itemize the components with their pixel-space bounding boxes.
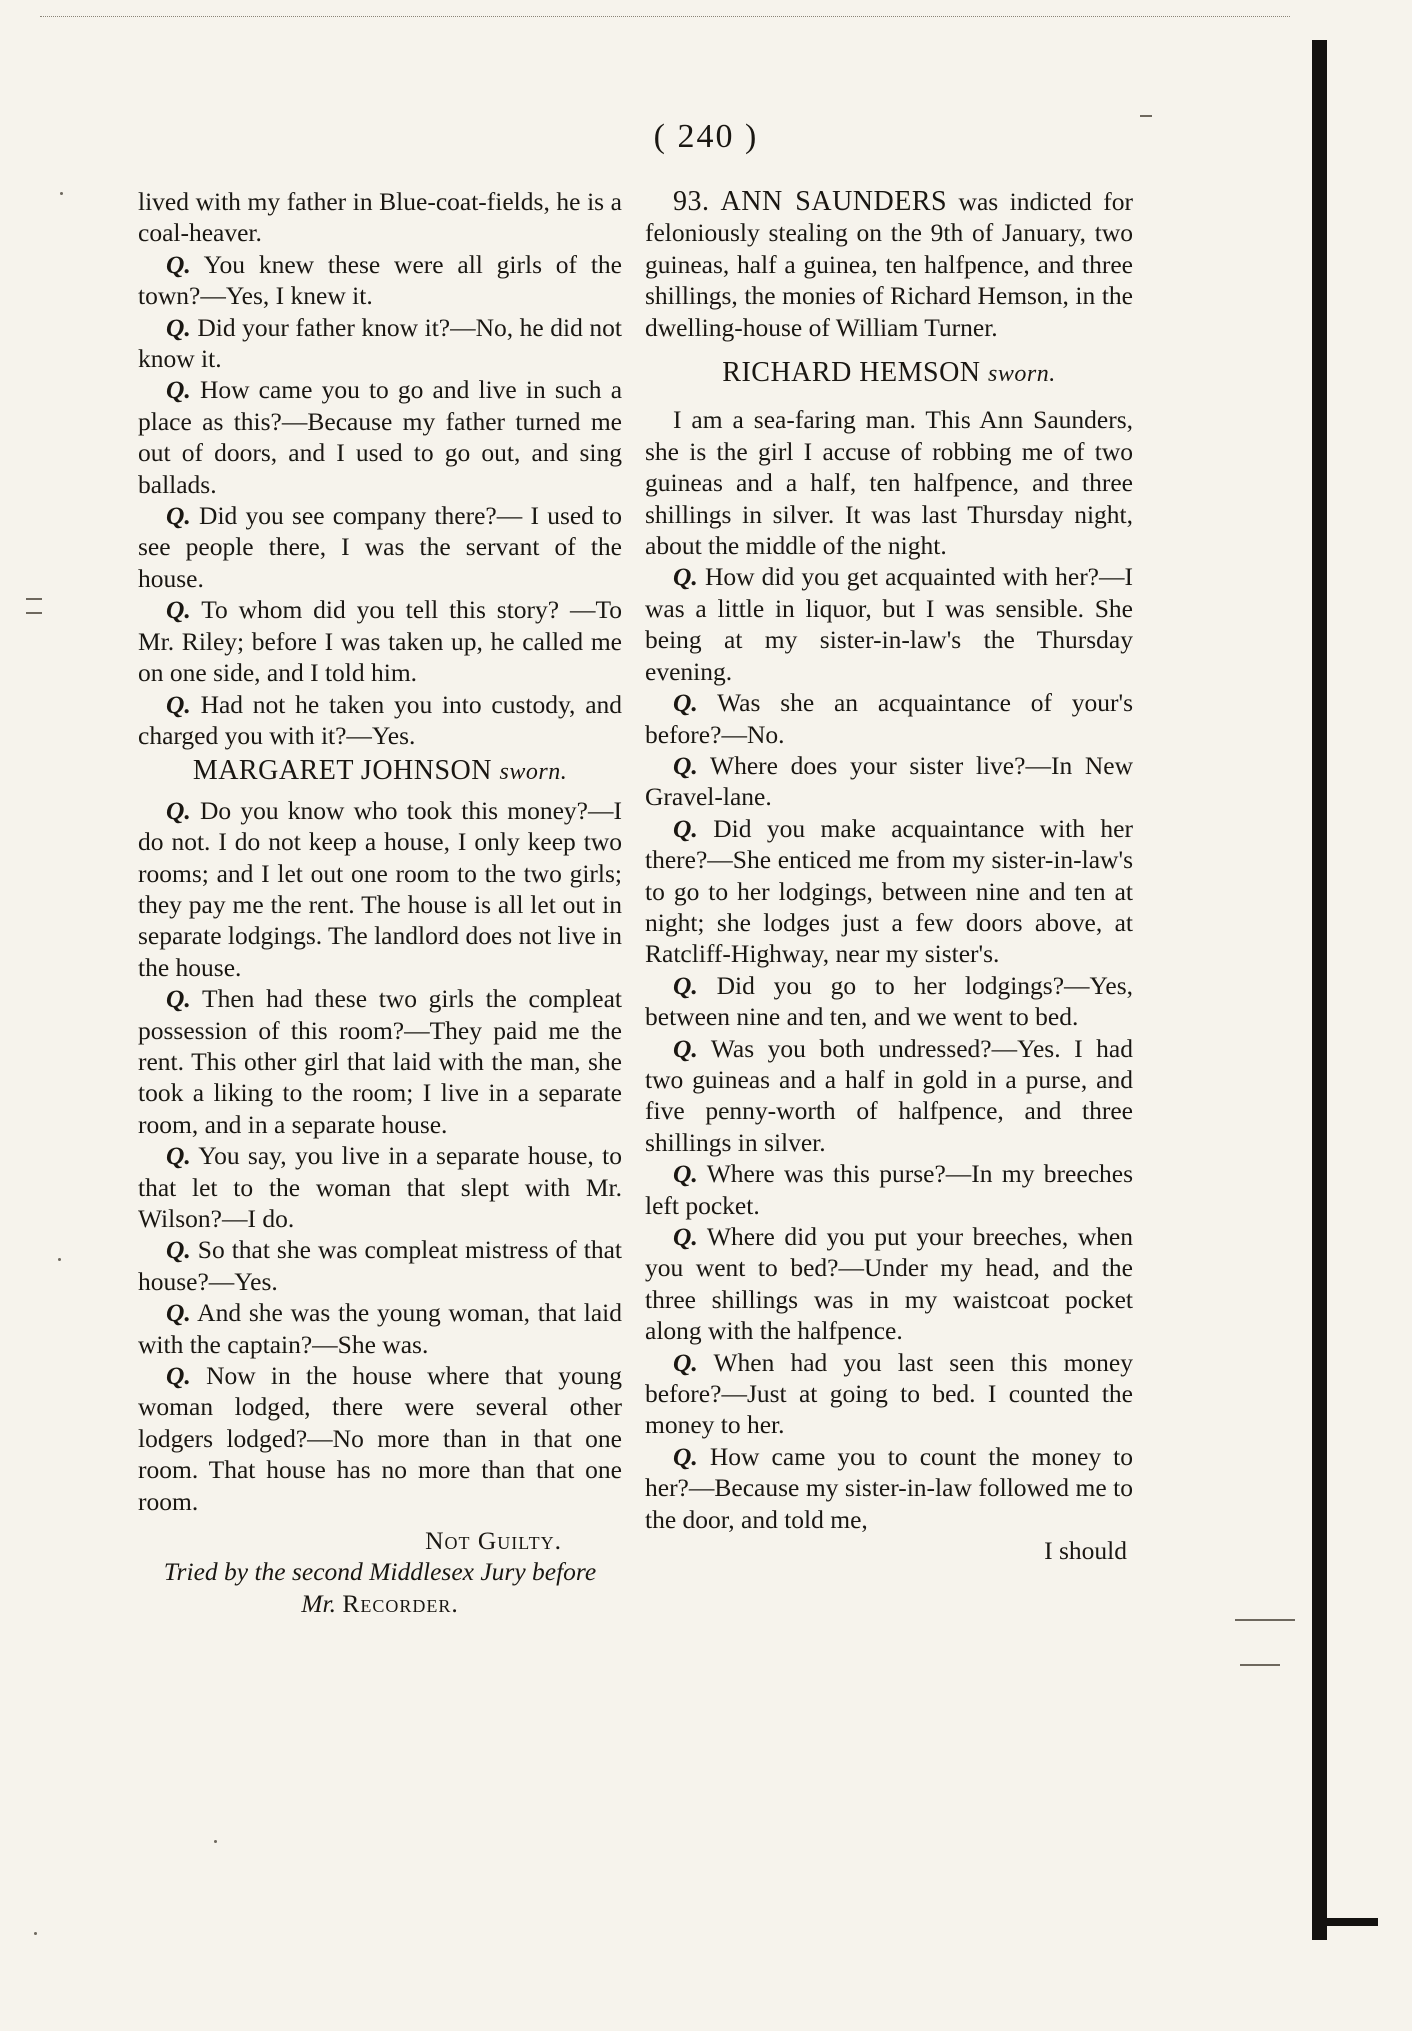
paragraph: Q. How came you to go and live in such a place as this?—Because my father turned me out of doors, and I used to go out, and sing ballads. (138, 375, 623, 499)
question-mark: Q. (673, 1347, 698, 1377)
margin-mark (26, 612, 42, 614)
witness-heading (645, 357, 1133, 390)
margin-mark (1140, 115, 1152, 117)
margin-mark (34, 1932, 37, 1935)
paragraph: Q. So that she was compleat mistress of that house?—Yes. (138, 1235, 622, 1296)
question-mark: Q. (166, 375, 191, 405)
paragraph: Q. Had not he taken you into custody, and charged you with it?—Yes. (138, 689, 623, 750)
question-mark: Q. (166, 1235, 191, 1265)
question-mark: Q. (673, 1159, 698, 1189)
question-mark: Q. (673, 750, 698, 780)
paragraph: Q. Now in the house where that young woman lodged, there were several other lodgers lodged?—No more than in that one room. That house has no more than that one room. (138, 1361, 622, 1516)
question-mark: Q. (673, 1222, 698, 1251)
paragraph: Q. Did you make acquaintance with her there?—She enticed me from my sister-in-law's to go to her lodgings, between nine and ten at night; she lodges just a few doors above, at Ratcliff-Highway, near my sister's. (645, 813, 1133, 969)
paragraph: lived with my father in Blue-coat-fields, he is a coal-heaver. (138, 187, 622, 248)
paragraph: Q. And she was the young woman, that laid with the captain?—She was. (138, 1298, 622, 1359)
right-column (645, 186, 1133, 1566)
question-mark: Q. (166, 501, 191, 531)
paragraph: Q. Was you both undressed?—Yes. I had two guineas and a half in gold in a purse, and five penny-worth of halfpence, and three shillings in silver. (645, 1033, 1133, 1157)
paragraph: Q. Did you see company there?— I used to see people there, I was the servant of the house. (138, 501, 622, 593)
question-mark: Q. (673, 813, 698, 843)
question-mark: Q. (166, 1361, 191, 1391)
top-edge-mark (40, 16, 1290, 17)
question-mark: Q. (673, 1441, 698, 1471)
page-number: ( 240 ) (653, 118, 759, 155)
paragraph: Q. Where was this purse?—In my breeches left pocket. (645, 1159, 1133, 1220)
margin-mark (26, 598, 42, 600)
binding-edge (1312, 40, 1327, 1940)
paragraph: Q. Where did you put your breeches, when you went to bed?—Under my head, and the three shillings was in my waistcoat pocket along with the halfpence. (645, 1222, 1133, 1346)
jury-note: Tried by the second Middlesex Jury before (163, 1557, 597, 1587)
question-mark: Q. (673, 562, 698, 592)
paragraph: Q. Then had these two girls the compleat possession of this room?—They paid me the rent. This other girl that laid with the man, she took a liking to the room; I live in a separate room, and in a separate house. (138, 984, 622, 1139)
question-mark: Q. (166, 1141, 191, 1171)
catchword: I should (1044, 1536, 1127, 1566)
case-number-defendant: 93. ANN SAUNDERS (673, 186, 948, 217)
paragraph: Q. You say, you live in a separate house, to that let to the woman that slept with Mr. Wilson?—I do. (138, 1141, 622, 1233)
paragraph: Q. To whom did you tell this story? —To Mr. Riley; before I was taken up, he called me on one side, and I told him. (138, 595, 622, 688)
question-mark: Q. (166, 689, 191, 719)
margin-mark (1240, 1664, 1280, 1666)
margin-mark (214, 1840, 217, 1843)
paragraph: Q. Did you go to her lodgings?—Yes, between nine and ten, and we went to bed. (645, 970, 1133, 1032)
sworn-label: sworn. (988, 361, 1056, 388)
question-mark: Q. (166, 249, 191, 279)
paragraph: I am a sea-faring man. This Ann Saunders, she is the girl I accuse of robbing me of two guineas and a half, ten halfpence, and three shillings in silver. It was last Thursday night, about the middle of the night. (645, 405, 1133, 561)
paragraph: Q. Do you know who took this money?—I do not. I do not keep a house, I only keep two rooms; and I let out one room to the two girls; they pay me the rent. The house is all let out in separate lodgings. The landlord does not live in the house. (138, 795, 622, 982)
paragraph: Q. How did you get acquainted with her?—I was a little in liquor, but I was sensible. She being at my sister-in-law's the Thursday evening. (645, 562, 1133, 686)
recorder-line: Mr. Recorder. (301, 1588, 459, 1618)
indictment: 93. ANN SAUNDERS was indicted for feloniously stealing on the 9th of January, two guineas, half a guinea, ten halfpence, and three shillings, the monies of Richard Hemson, in the dwelling-house of William Turner. (645, 186, 1133, 342)
question-mark: Q. (166, 312, 191, 342)
question-mark: Q. (166, 1298, 191, 1328)
margin-mark (1235, 1619, 1295, 1621)
witness-name: MARGARET JOHNSON (192, 755, 492, 787)
question-mark: Q. (673, 688, 698, 718)
question-mark: Q. (673, 970, 698, 1000)
sworn-label: sworn. (499, 759, 568, 786)
witness-heading (138, 755, 622, 788)
paragraph: Q. You knew these were all girls of the town?—Yes, I knew it. (138, 249, 622, 311)
verdict: Not Guilty. (425, 1526, 562, 1556)
question-mark: Q. (166, 984, 191, 1014)
margin-mark (60, 192, 63, 195)
margin-mark (58, 1258, 61, 1261)
left-column (138, 186, 622, 1619)
witness-name: RICHARD HEMSON (722, 357, 981, 389)
binding-edge-foot (1312, 1918, 1378, 1926)
question-mark: Q. (673, 1033, 698, 1063)
paragraph: Q. Where does your sister live?—In New Gravel-lane. (645, 750, 1133, 812)
paragraph: Q. How came you to count the money to her?—Because my sister-in-law followed me to the door, and told me, (645, 1441, 1134, 1534)
question-mark: Q. (166, 795, 191, 825)
paragraph: Q. Did your father know it?—No, he did not know it. (138, 312, 622, 374)
paragraph: Q. Was she an acquaintance of your's before?—No. (645, 688, 1133, 749)
question-mark: Q. (166, 595, 191, 625)
paragraph: Q. When had you last seen this money before?—Just at going to bed. I counted the money to her. (645, 1347, 1134, 1440)
